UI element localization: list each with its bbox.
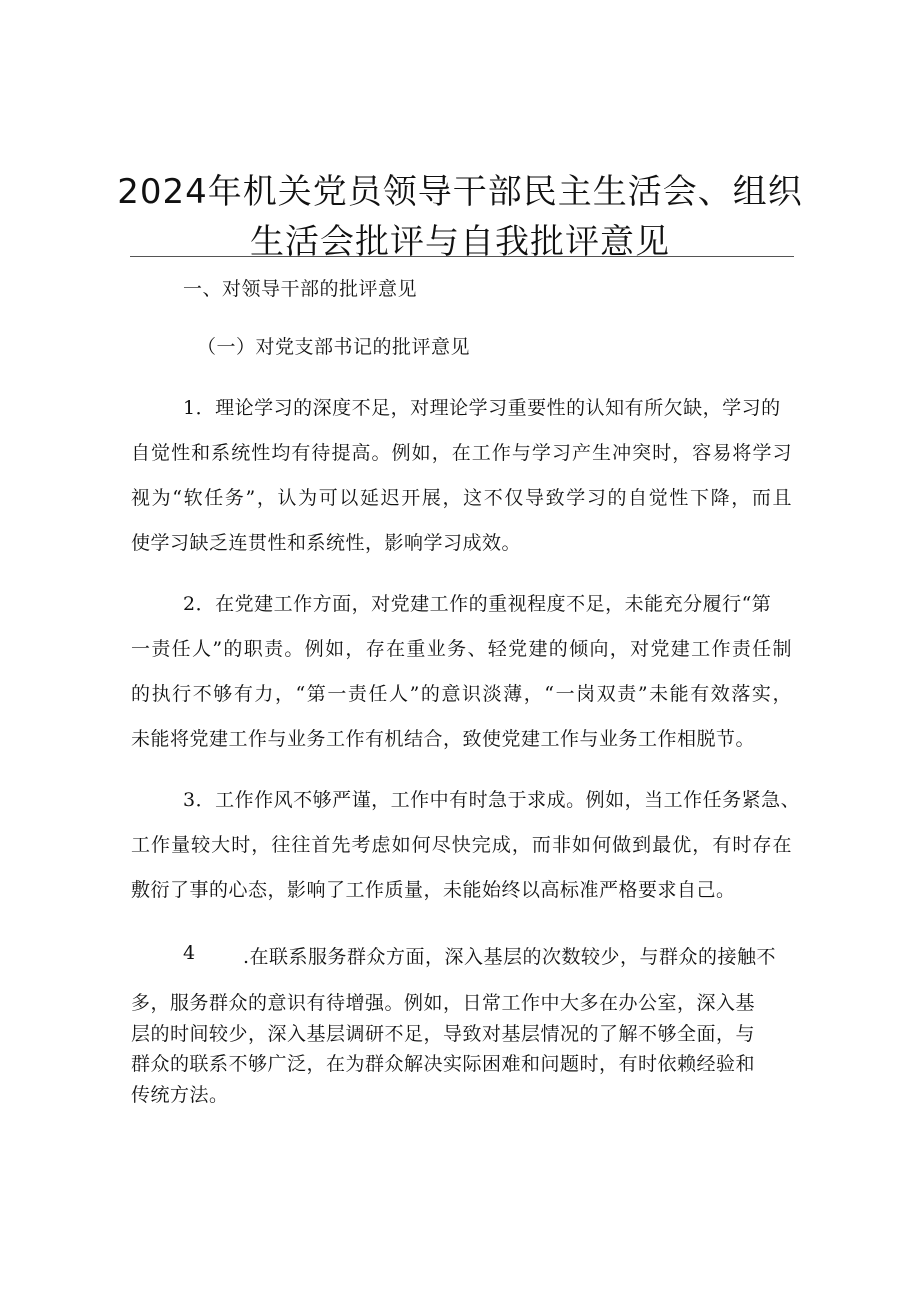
item-4-number: 4 bbox=[183, 942, 196, 964]
item-3-line-1: 3．工作作风不够严谨，工作中有时急于求成。例如，当工作任务紧急、 bbox=[183, 789, 801, 811]
section-heading: 一、对领导干部的批评意见 bbox=[183, 278, 418, 300]
item-4-line-5: 传统方法。 bbox=[131, 1084, 229, 1106]
document-title-line-2: 生活会批评与自我批评意见 bbox=[250, 222, 670, 262]
item-4-line-1: .在联系服务群众方面，深入基层的次数较少，与群众的接触不 bbox=[243, 946, 777, 968]
document-title-line-1: 2024年机关党员领导干部民主生活会、组织 bbox=[117, 172, 803, 212]
item-4-line-3: 层的时间较少，深入基层调研不足，导致对基层情况的了解不够全面，与 bbox=[131, 1023, 756, 1045]
item-2-line-3: 的执行不够有力，“第一责任人”的意识淡薄，“一岗双责”未能有效落实， bbox=[131, 683, 792, 705]
item-2-line-1: 2．在党建工作方面，对党建工作的重视程度不足，未能充分履行“第 bbox=[183, 593, 772, 615]
item-3-line-3: 敷衍了事的心态，影响了工作质量，未能始终以高标准严格要求自己。 bbox=[131, 879, 736, 901]
item-4-line-2: 多，服务群众的意识有待增强。例如，日常工作中大多在办公室，深入基 bbox=[131, 992, 756, 1014]
item-1-line-4: 使学习缺乏连贯性和系统性，影响学习成效。 bbox=[131, 532, 522, 554]
item-1-line-1: 1．理论学习的深度不足，对理论学习重要性的认知有所欠缺，学习的 bbox=[183, 397, 781, 419]
item-1-line-3: 视为“软任务”，认为可以延迟开展，这不仅导致学习的自觉性下降，而且 bbox=[131, 487, 792, 509]
item-4-line-4: 群众的联系不够广泛，在为群众解决实际困难和问题时，有时依赖经验和 bbox=[131, 1053, 756, 1075]
item-2-line-2: 一责任人”的职责。例如，存在重业务、轻党建的倾向，对党建工作责任制 bbox=[131, 638, 792, 660]
title-divider bbox=[130, 256, 794, 257]
item-3-line-2: 工作量较大时，往往首先考虑如何尽快完成，而非如何做到最优，有时存在 bbox=[131, 834, 792, 856]
subsection-heading: （一）对党支部书记的批评意见 bbox=[197, 336, 471, 358]
item-1-line-2: 自觉性和系统性均有待提高。例如，在工作与学习产生冲突时，容易将学习 bbox=[131, 442, 792, 464]
item-2-line-4: 未能将党建工作与业务工作有机结合，致使党建工作与业务工作相脱节。 bbox=[131, 728, 756, 750]
